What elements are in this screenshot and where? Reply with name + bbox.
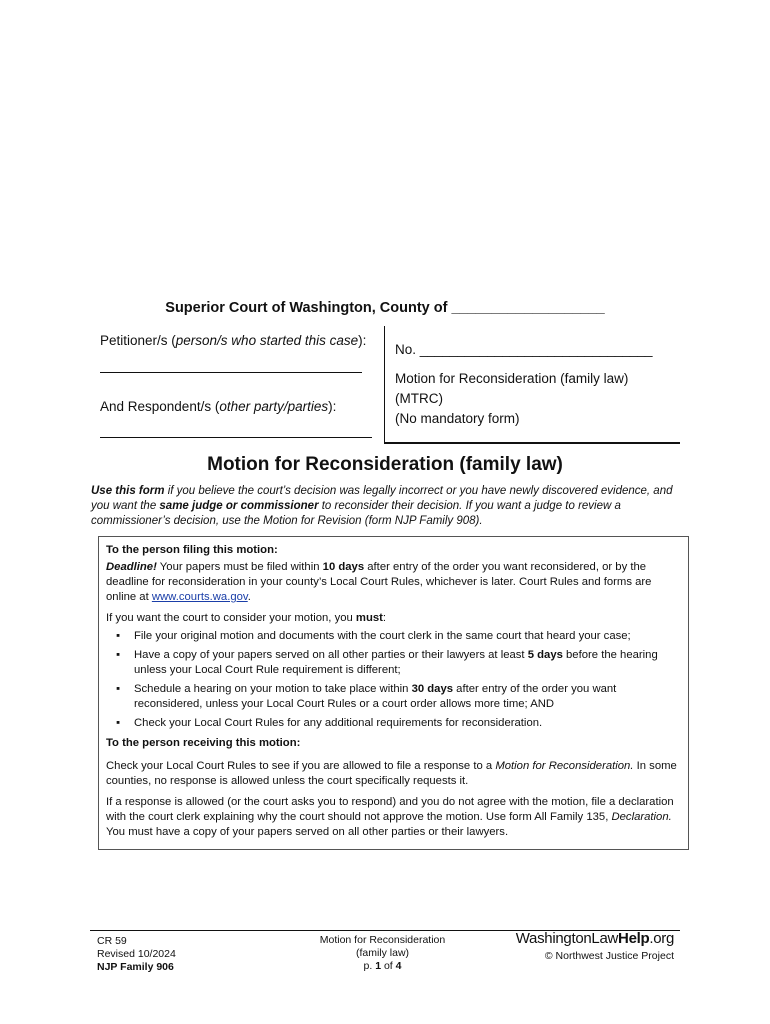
doc-title-line-3: (No mandatory form) <box>395 411 520 426</box>
caption-case-info <box>395 340 685 429</box>
respondent-label: And Respondent/s (other party/parties): <box>100 399 337 414</box>
petitioner-name-line[interactable] <box>100 372 362 373</box>
deadline-paragraph: Deadline! Your papers must be filed within 10 days after entry of the order you want reconsidered, or by the deadline for reconsideration in your county’s Local Court Rules, whichever is later. Court Rules and forms are online at www.courts.wa.gov. <box>106 561 652 603</box>
footer-title-1: Motion for Reconsideration <box>319 934 446 946</box>
footer-revised-date: Revised 10/2024 <box>97 948 176 960</box>
footer-rule-number: CR 59 <box>97 935 127 947</box>
respondent-name-line[interactable] <box>100 437 372 438</box>
list-item: ▪ Check your Local Court Rules for any additional requirements for reconsideration. <box>116 717 543 729</box>
footer-title-2: (family law) <box>355 947 410 959</box>
petitioner-label: Petitioner/s (person/s who started this case): <box>100 333 367 348</box>
list-item: ▪ Have a copy of your papers served on all other parties or their lawyers at least 5 days before the hearing unless your Local Court Rule requirement is different; <box>116 649 658 676</box>
caption-bottom-rule <box>384 442 680 444</box>
requirements-list <box>106 629 682 731</box>
bullet-icon: ▪ <box>116 649 121 661</box>
footer-brand <box>480 930 674 962</box>
doc-title-line-2: (MTRC) <box>395 391 443 406</box>
bullet-icon: ▪ <box>116 683 121 695</box>
list-item: ▪ Schedule a hearing on your motion to take place within 30 days after entry of the order you want reconsidered, unless your Local Court Rules or a court order allows more time; AND <box>116 683 617 710</box>
filing-heading: To the person filing this motion: <box>106 544 278 556</box>
response-paragraph-2: If a response is allowed (or the court asks you to respond) and you do not agree with the motion, file a declaration with the court clerk explaining why the court should not approve the motion. Use form All Family 135, Declaration. You must have a copy of your papers served on all other parties or their lawyers. <box>106 796 674 838</box>
receiving-heading: To the person receiving this motion: <box>106 737 301 749</box>
must-paragraph: If you want the court to consider your motion, you must: <box>106 612 387 624</box>
footer-form-number: NJP Family 906 <box>97 961 174 973</box>
list-item: ▪ File your original motion and documents with the court clerk in the same court that heard your case; <box>116 630 631 642</box>
footer-copyright: © Northwest Justice Project <box>544 950 674 962</box>
caption-divider <box>384 326 385 442</box>
instructions-box <box>98 536 689 850</box>
bullet-icon: ▪ <box>116 630 121 642</box>
doc-title-line-1: Motion for Reconsideration (family law) <box>395 371 629 386</box>
footer-form-info <box>97 935 176 974</box>
footer-page-number: p. 1 of 4 <box>363 960 402 972</box>
brand-logo: WashingtonLawHelp.org <box>515 930 674 947</box>
response-paragraph-1: Check your Local Court Rules to see if you are allowed to file a response to a Motion for Reconsideration. In some counties, no response is allowed unless the court specifically requests it. <box>106 760 677 787</box>
courts-link[interactable]: www.courts.wa.gov <box>151 591 248 603</box>
page-title: Motion for Reconsideration (family law) <box>207 454 563 475</box>
case-number-field[interactable]: No. _______________________________ <box>395 342 653 357</box>
court-heading: Superior Court of Washington, County of ___________________ <box>165 300 605 316</box>
bullet-icon: ▪ <box>116 717 121 729</box>
footer-center <box>285 934 480 973</box>
intro-paragraph: Use this form if you believe the court’s decision was legally incorrect or you have newly discovered evidence, and you want the same judge or commissioner to reconsider their decision. If you want a judge to review a commissioner’s decision, use the Motion for Revision (form NJP Family 908). <box>91 485 673 527</box>
